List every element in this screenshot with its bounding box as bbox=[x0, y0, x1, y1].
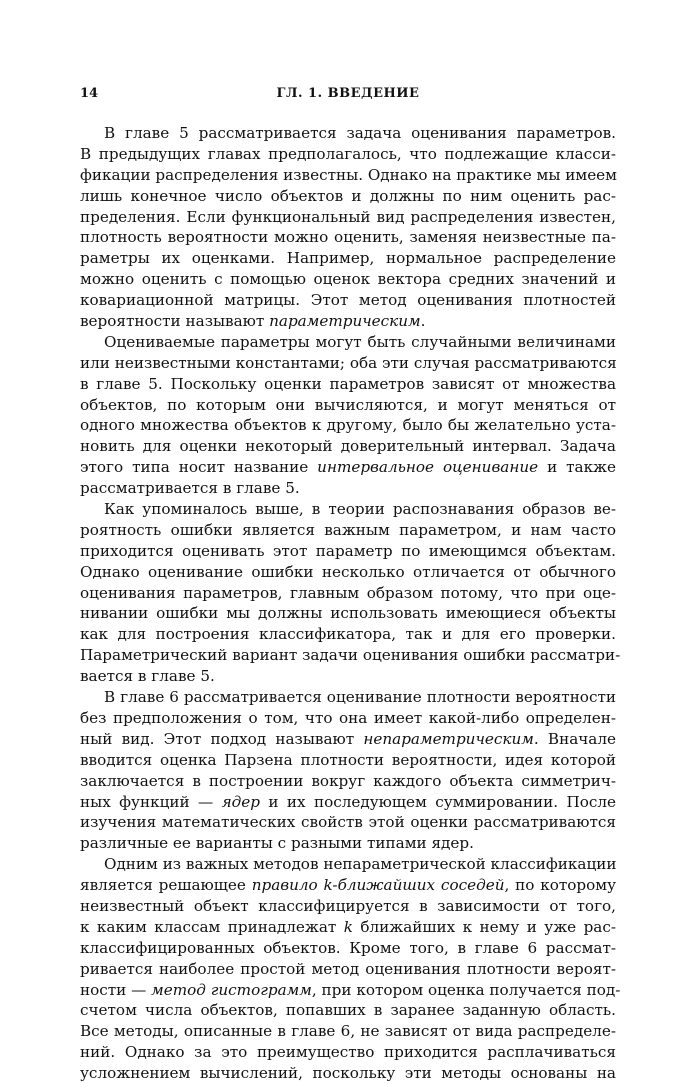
text-line: роятность ошибки является важным параметром, и нам часто bbox=[80, 520, 616, 539]
italic-term: параметрическим bbox=[269, 312, 421, 331]
text-line: Параметрический вариант задачи оценивания ошибки рассматри- bbox=[80, 646, 621, 665]
page-number: 14 bbox=[80, 86, 99, 101]
text-line: Как упоминалось выше, в теории распознавания образов ве- bbox=[104, 500, 616, 519]
text-line: В главе 5 рассматривается задача оценивания параметров. bbox=[104, 124, 616, 142]
text-line: ривается наиболее простой метод оценивания плотности вероят- bbox=[80, 959, 616, 978]
text-line: в главе 5. Поскольку оценки параметров зависят от множества bbox=[80, 374, 616, 393]
text-line: лишь конечное число объектов и должны по ним оценить рас- bbox=[80, 186, 616, 205]
text-line: вводится оценка Парзена плотности вероятности, идея которой bbox=[80, 750, 616, 769]
text-line: фикации распределения известны. Однако на практике мы имеем bbox=[80, 165, 617, 184]
text-line: изучения математических свойств этой оценки рассматриваются bbox=[80, 813, 616, 832]
text-line: заключается в построении вокруг каждого объекта симметрич- bbox=[80, 771, 616, 790]
text-line: можно оценить с помощью оценок вектора средних значений и bbox=[80, 270, 616, 289]
text-line: раметры их оценками. Например, нормальное распределение bbox=[80, 249, 616, 268]
text-line: классифицированных объектов. Кроме того, в главе 6 рассмат- bbox=[80, 938, 616, 957]
text-line: приходится оценивать этот параметр по имеющимся объектам. bbox=[80, 541, 616, 560]
text-line: как для построения классификатора, так и для его проверки. bbox=[80, 625, 616, 644]
italic-term: непараметрическим bbox=[363, 729, 534, 748]
text-line: или неизвестными константами; оба эти случая рассматриваются bbox=[80, 353, 617, 372]
text-line: без предположения о том, что она имеет какой-либо определен- bbox=[80, 708, 616, 727]
text-line: ности — метод гистограмм, при котором оценка получается под- bbox=[80, 980, 621, 999]
text-line: ний. Однако за это преимущество приходится расплачиваться bbox=[80, 1043, 616, 1062]
text-line: плотность вероятности можно оценить, заменяя неизвестные па- bbox=[80, 228, 616, 247]
text-line: Однако оценивание ошибки несколько отличается от обычного bbox=[80, 562, 616, 581]
text-line: В предыдущих главах предполагалось, что подлежащие класси- bbox=[80, 144, 616, 163]
text-line: одного множества объектов к другому, было бы желательно уста- bbox=[80, 416, 616, 435]
text-line: усложнением вычислений, поскольку эти методы основаны на bbox=[80, 1064, 616, 1083]
text-line: В главе 6 рассматривается оценивание плотности вероятности bbox=[104, 688, 616, 707]
text-line: пределения. Если функциональный вид распределения известен, bbox=[80, 207, 616, 226]
text-line: Оцениваемые параметры могут быть случайными величинами bbox=[104, 332, 616, 351]
text-line: этого типа носит название интервальное оценивание и также bbox=[80, 458, 617, 477]
italic-term: интервальное оценивание bbox=[317, 458, 539, 477]
text-line: Все методы, описанные в главе 6, не зависят от вида распределе- bbox=[80, 1022, 616, 1041]
text-line: вается в главе 5. bbox=[80, 667, 215, 686]
text-line: неизвестный объект классифицируется в зависимости от того, bbox=[80, 896, 616, 915]
text-line: является решающее правило k-ближайших соседей, по которому bbox=[80, 876, 617, 895]
text-line: ный вид. Этот подход называют непараметрическим. Вначале bbox=[80, 729, 616, 748]
text-line: ковариационной матрицы. Этот метод оценивания плотностей bbox=[80, 291, 616, 310]
text-line: ных функций — ядер и их последующем суммировании. После bbox=[80, 792, 616, 811]
text-line: Одним из важных методов непараметрической классификации bbox=[104, 855, 617, 874]
text-line: к каким классам принадлежат k ближайших к нему и уже рас- bbox=[80, 917, 616, 936]
running-title: ГЛ. 1. ВВЕДЕНИЕ bbox=[276, 86, 420, 101]
italic-term: метод гистограмм bbox=[151, 980, 312, 999]
text-line: объектов, по которым они вычисляются, и могут меняться от bbox=[80, 395, 616, 414]
text-line: вероятности называют параметрическим. bbox=[80, 312, 426, 331]
italic-term: правило k-ближайших соседей bbox=[251, 876, 505, 895]
text-line: новить для оценки некоторый доверительный интервал. Задача bbox=[80, 437, 616, 456]
text-line: оценивания параметров, главным образом потому, что при оце- bbox=[80, 583, 616, 602]
page-header bbox=[80, 86, 616, 106]
text-line: нивании ошибки мы должны использовать имеющиеся объекты bbox=[80, 604, 616, 623]
italic-term: k bbox=[343, 917, 353, 936]
italic-term: ядер bbox=[221, 792, 260, 811]
text-line: различные ее варианты с разными типами ядер. bbox=[80, 834, 474, 853]
body-text bbox=[80, 123, 621, 1084]
text-line: рассматривается в главе 5. bbox=[80, 479, 300, 498]
text-line: счетом числа объектов, попавших в заранее заданную область. bbox=[80, 1001, 616, 1020]
